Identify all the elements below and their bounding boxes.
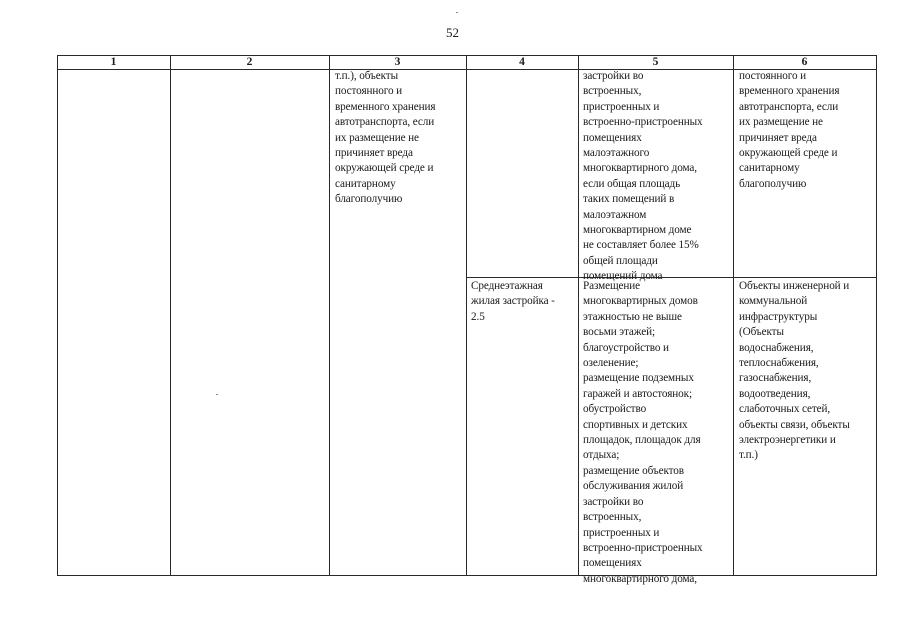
col-divider-5-6 (733, 55, 734, 576)
column-header-3: 3 (394, 56, 401, 68)
row1-col6-text: постоянного и временного хранения автотранспорта, если их размещение не причиняет вреда окружающей среде и санитарному благополучию (739, 70, 840, 190)
row2-col5-text: Размещение многоквартирных домов этажностью не выше восьми этажей; благоустройство и озеленение; размещение подземных гаражей и автостоянок; обустройство спортивных и детских площадок, площадок для отдыха; размещение объектов обслуживания жилой застройки во встроенных, пристроенных и встроенно-пристроенных помещениях многоквартирного дома, (583, 280, 703, 585)
table-right-border (876, 55, 877, 576)
column-header-5: 5 (652, 56, 659, 68)
column-header-1: 1 (110, 56, 117, 68)
row1-col3-text: т.п.), объекты постоянного и временного хранения автотранспорта, если их размещение не причиняет вреда окружающей среде и санитарному благополучию (335, 70, 436, 206)
row1-col5-text: застройки во встроенных, пристроенных и встроенно-пристроенных помещениях малоэтажного многоквартирного дома, если общая площадь таких помещений в малоэтажном многоквартирном доме не составляет более 15% общей площади помещений дома (583, 70, 703, 283)
column-header-4: 4 (519, 56, 525, 68)
column-header-6: 6 (801, 56, 808, 68)
col-divider-3-4 (466, 55, 467, 576)
table-left-border (57, 55, 58, 576)
page-number: 52 (446, 25, 459, 40)
col-divider-2-3 (329, 55, 330, 576)
row2-col4-text: Среднеэтажная жилая застройка - 2.5 (471, 280, 555, 323)
col-divider-1-2 (170, 55, 171, 576)
scan-speck (216, 394, 218, 395)
column-header-2: 2 (246, 56, 253, 68)
scan-speck (456, 12, 458, 13)
col-divider-4-5 (578, 55, 579, 576)
table-bottom-border (57, 575, 877, 576)
row2-col6-text: Объекты инженерной и коммунальной инфраструктуры (Объекты водоснабжения, теплоснабжения, газоснабжения, водоотведения, слаботочных сетей, объекты связи, объекты электроэнергетики и т.п.) (739, 280, 850, 462)
